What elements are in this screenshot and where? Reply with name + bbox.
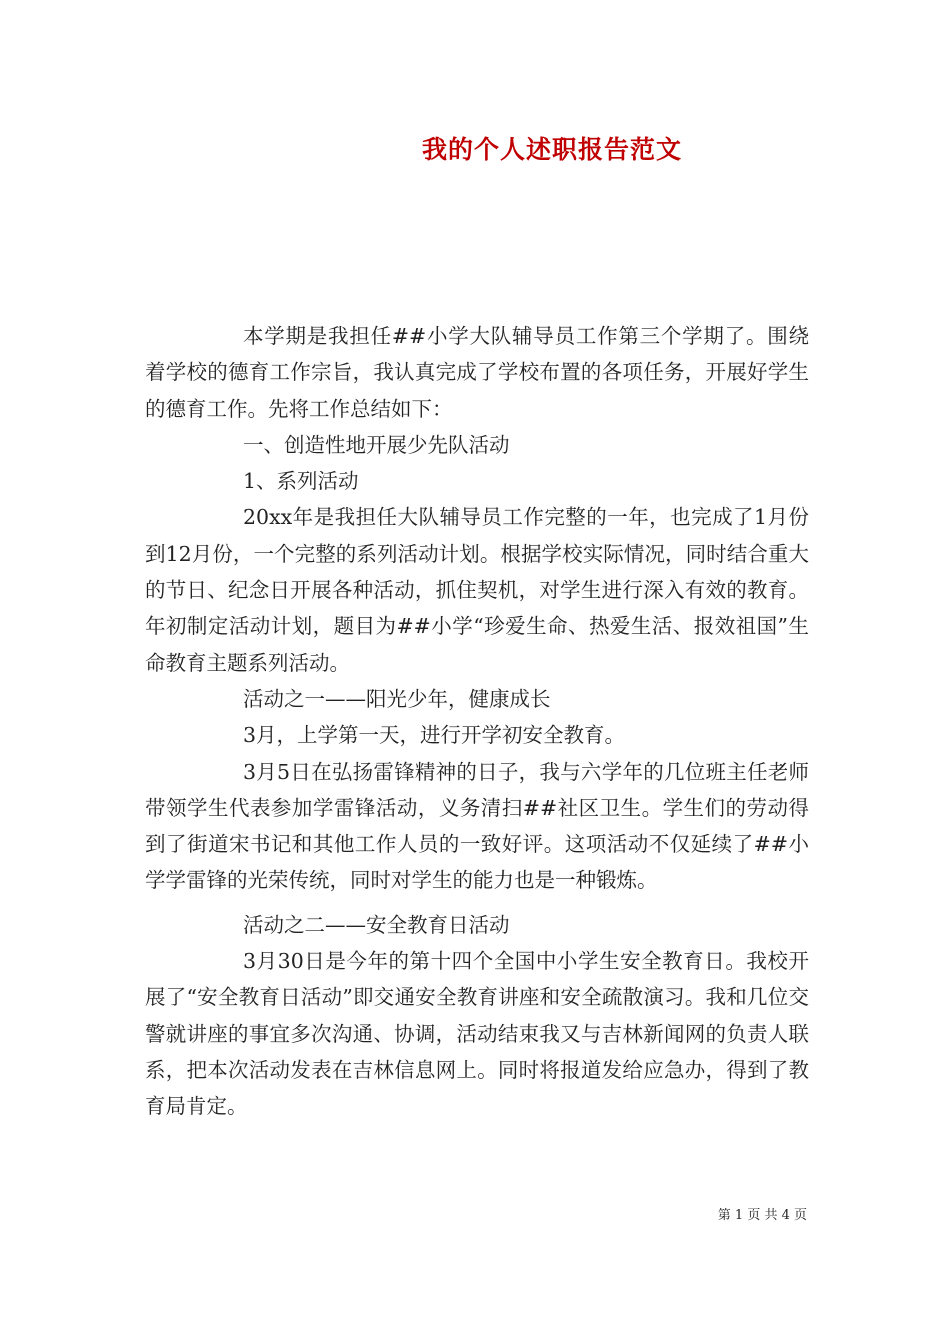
document-body [145,318,809,1125]
page-number: 第 1 页 共 4 页 [717,1208,807,1223]
body-paragraph: 20xx年是我担任大队辅导员工作完整的一年，也完成了1月份到12月份，一个完整的系列活动计划。根据学校实际情况，同时结合重大的节日、纪念日开展各种活动，抓住契机，对学生进行深入有效的教育。年初制定活动计划，题目为##小学“珍爱生命、热爱生活、报效祖国”生命教育主题系列活动。 [145,505,809,675]
document-title: 我的个人述职报告范文 [421,135,682,164]
body-paragraph: 3月，上学第一天，进行开学初安全教育。 [243,723,626,748]
section-heading: 一、创造性地开展少先队活动 [243,432,510,457]
activity-heading: 活动之二——安全教育日活动 [243,912,510,937]
subsection-heading: 1、系列活动 [243,469,359,494]
body-paragraph: 3月5日在弘扬雷锋精神的日子，我与六学年的几位班主任老师带领学生代表参加学雷锋活动，义务清扫##社区卫生。学生们的劳动得到了街道宋书记和其他工作人员的一致好评。这项活动不仅延续了##小学学雷锋的光荣传统，同时对学生的能力也是一种锻炼。 [145,759,809,893]
intro-paragraph: 本学期是我担任##小学大队辅导员工作第三个学期了。围绕着学校的德育工作宗旨，我认真完成了学校布置的各项任务，开展好学生的德育工作。先将工作总结如下： [145,324,809,421]
activity-heading: 活动之一——阳光少年，健康成长 [243,686,551,711]
body-paragraph: 3月30日是今年的第十四个全国中小学生安全教育日。我校开展了“安全教育日活动”即交通安全教育讲座和安全疏散演习。我和几位交警就讲座的事宜多次沟通、协调，活动结束我又与吉林新闻网的负责人联系，把本次活动发表在吉林信息网上。同时将报道发给应急办，得到了教育局肯定。 [145,949,809,1119]
